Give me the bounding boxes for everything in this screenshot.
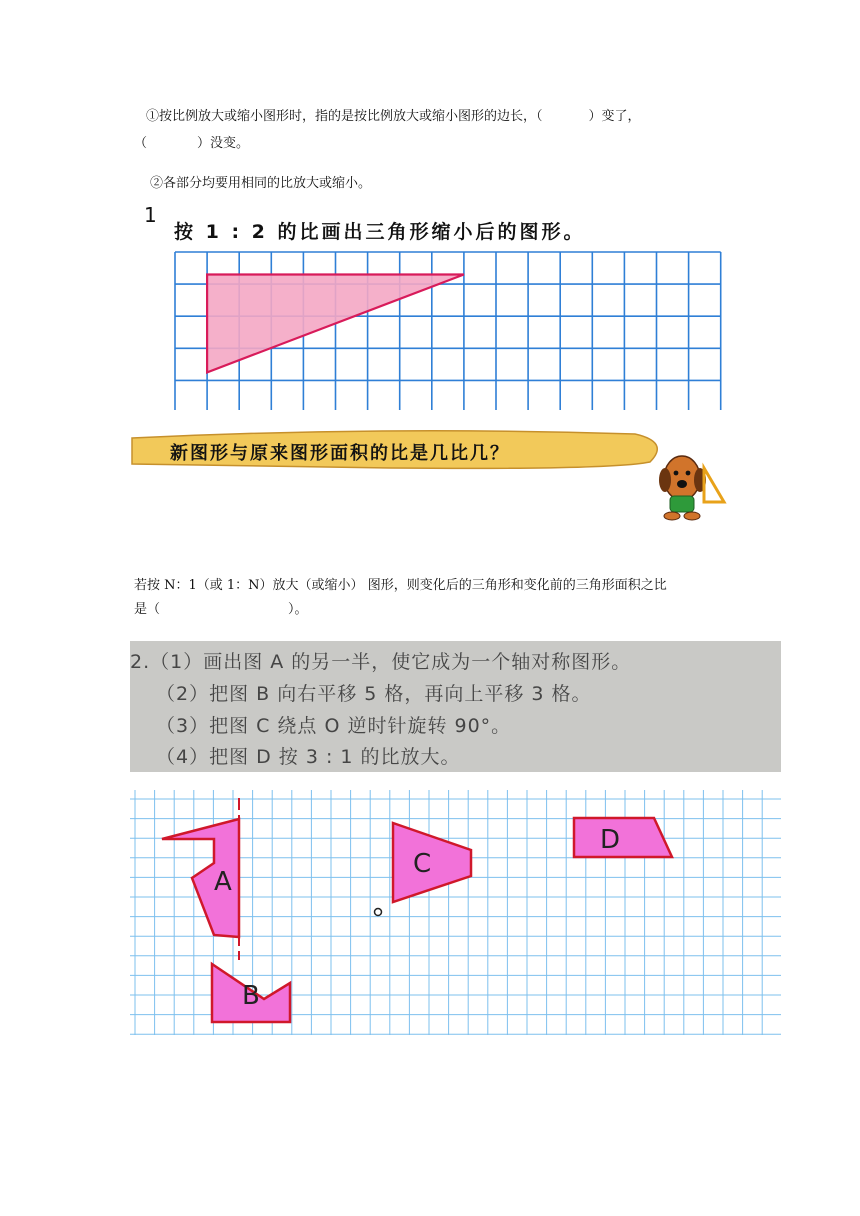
shape-b-label: B [242,981,260,1011]
paragraph-area-ratio: 若按 N：1（或 1：N）放大（或缩小） 图形，则变化后的三角形和变化前的三角形面积之比 [134,578,667,593]
para3-line2-start: 是（ [134,602,161,617]
exercise2-line-3: （3）把图 C 绕点 O 逆时针旋转 90°。 [156,715,512,737]
para1-line2-start: （ [134,136,148,151]
exercise2-line-1: 2.（1）画出图 A 的另一半，使它成为一个轴对称图形。 [130,651,632,673]
exercise1-figure [130,198,730,410]
exercise2-line-4: （4）把图 D 按 3 : 1 的比放大。 [156,746,461,768]
dog-mascot-icon [659,456,724,520]
exercise2-grid-figure [130,790,781,1035]
point-o [375,909,382,916]
exercise1-number: 1 [144,203,157,227]
para3-line2-end: ）。 [288,602,308,617]
para1-line1-end: ）变了， [588,109,641,124]
paragraph-area-ratio-line2 [134,600,308,620]
exercise2-line-2: （2）把图 B 向右平移 5 格，再向上平移 3 格。 [156,683,592,705]
para1-line2-end: ）没变。 [197,136,250,151]
shape-d [574,818,672,857]
para1-line1-start: ①按比例放大或缩小图形时，指的是按比例放大或缩小图形的边长，（ [146,109,543,124]
exercise1-instruction: 按 1 : 2 的比画出三角形缩小后的图形。 [174,221,586,243]
exercise2-instructions [130,641,781,772]
shape-c-label: C [413,849,432,879]
paragraph-same-ratio: ②各部分均要用相同的比放大或缩小。 [150,176,372,191]
set-square-icon [704,468,724,502]
question-banner [130,428,730,523]
banner-question: 新图形与原来图形面积的比是几比几？ [170,443,510,464]
paragraph-scale-rule-line2 [134,134,249,154]
shape-a-label: A [214,867,232,897]
paragraph-scale-rule [146,107,641,127]
shape-c [393,823,471,902]
shape-d-label: D [600,825,621,855]
